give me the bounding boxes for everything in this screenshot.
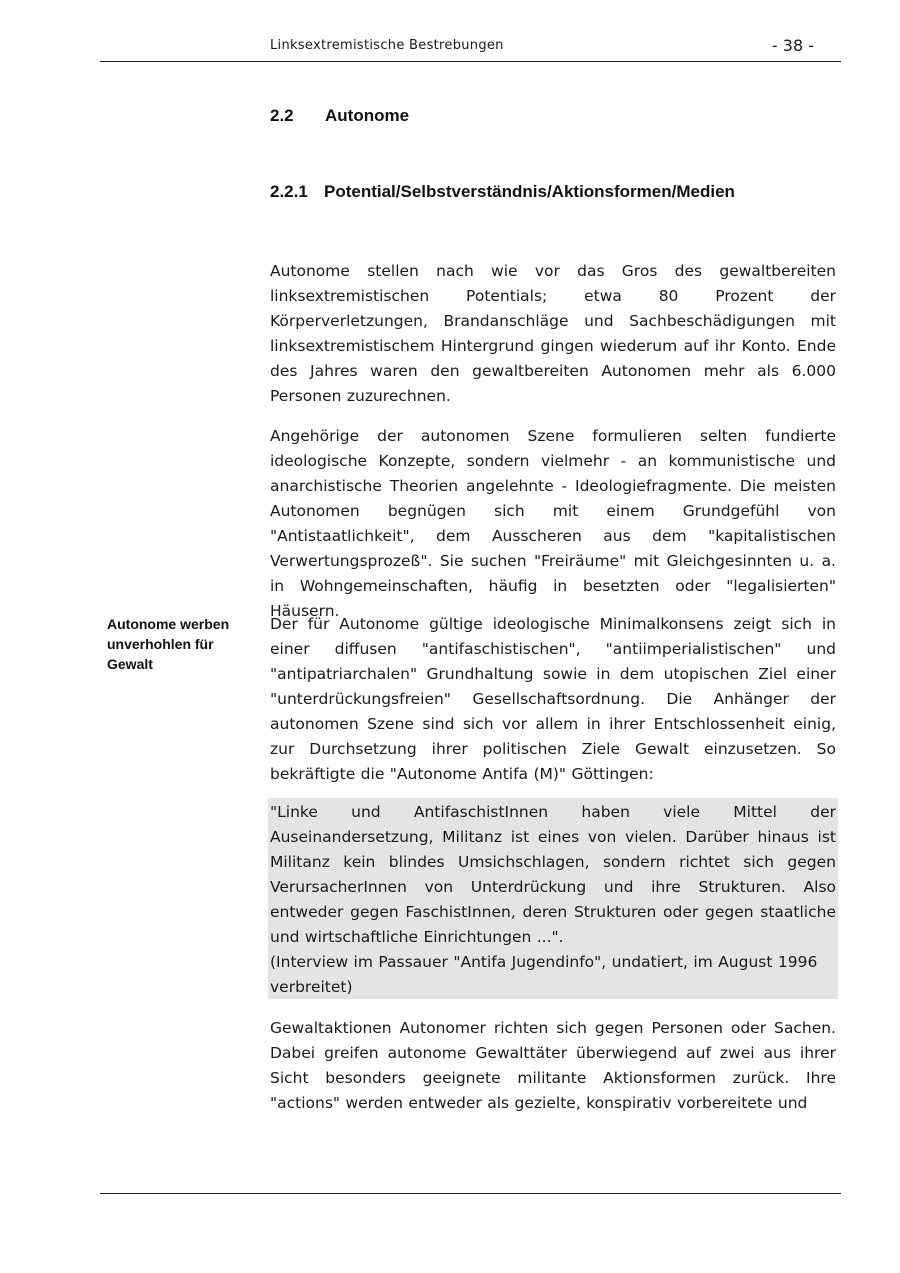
quote-source: (Interview im Passauer "Antifa Jugendinfo", undatiert, im August 1996 verbreitet) [270, 953, 818, 996]
section-heading [270, 106, 409, 126]
subsection-number: 2.2.1 [270, 182, 308, 201]
quote-block [270, 800, 836, 1000]
paragraph-ideology: Angehörige der autonomen Szene formulieren selten fundierte ideologische Konzepte, sondern vielmehr - an kommunistische und anarchistische Theorien angelehnte - Ideologiefragmente. Die meisten Autonomen begnügen sich mit einem Grundgefühl von "Antistaatlichkeit", dem Ausscheren aus dem "kapitalistischen Verwertungsprozeß". Sie suchen "Freiräume" mit Gleichgesinnten u. a. in Wohngemeinschaften, häufig in besetzten oder "legalisierten" Häusern. [270, 427, 836, 620]
running-header: Linksextremistische Bestrebungen [270, 38, 504, 53]
margin-note: Autonome werben unverhohlen für Gewalt [107, 616, 230, 672]
subsection-title: Potential/Selbstverständnis/Aktionsformen/Medien [324, 182, 735, 201]
page-number: - 38 - [771, 36, 814, 55]
subsection-heading [270, 182, 735, 202]
paragraph-minimal-consensus: Der für Autonome gültige ideologische Minimalkonsens zeigt sich in einer diffusen "antifaschistischen", "antiimperialistischen" und "antipatriarchalen" Grundhaltung sowie in dem utopischen Ziel einer "unterdrückungsfreien" Gesellschaftsordnung. Die Anhänger der autonomen Szene sind sich vor allem in ihrer Entschlossenheit einig, zur Durchsetzung ihrer politischen Ziele Gewalt einzusetzen. So bekräftigte die "Autonome Antifa (M)" Göttingen: [270, 615, 836, 783]
section-title: Autonome [325, 106, 410, 125]
footer-rule [100, 1193, 841, 1194]
header-rule [100, 61, 841, 62]
section-number: 2.2 [270, 106, 294, 125]
paragraph-violent-actions: Gewaltaktionen Autonomer richten sich gegen Personen oder Sachen. Dabei greifen autonome Gewalttäter überwiegend auf zwei aus ihrer Sicht besonders geeignete militante Aktionsformen zurück. Ihre "actions" werden entweder als gezielte, konspirativ vorbereitete und [270, 1019, 836, 1112]
quote-text: "Linke und AntifaschistInnen haben viele Mittel der Auseinandersetzung, Militanz ist eines von vielen. Darüber hinaus ist Militanz kein blindes Umsichschlagen, sondern richtet sich gegen VerursacherInnen von Unterdrückung und ihre Strukturen. Also entweder gegen FaschistInnen, deren Strukturen oder gegen staatliche und wirtschaftliche Einrichtungen ...". [270, 803, 836, 946]
paragraph-potential: Autonome stellen nach wie vor das Gros des gewaltbereiten linksextremistischen Potentials; etwa 80 Prozent der Körperverletzungen, Brandanschläge und Sachbeschädigungen mit linksextremistischem Hintergrund gingen wiederum auf ihr Konto. Ende des Jahres waren den gewaltbereiten Autonomen mehr als 6.000 Personen zuzurechnen. [270, 262, 836, 405]
